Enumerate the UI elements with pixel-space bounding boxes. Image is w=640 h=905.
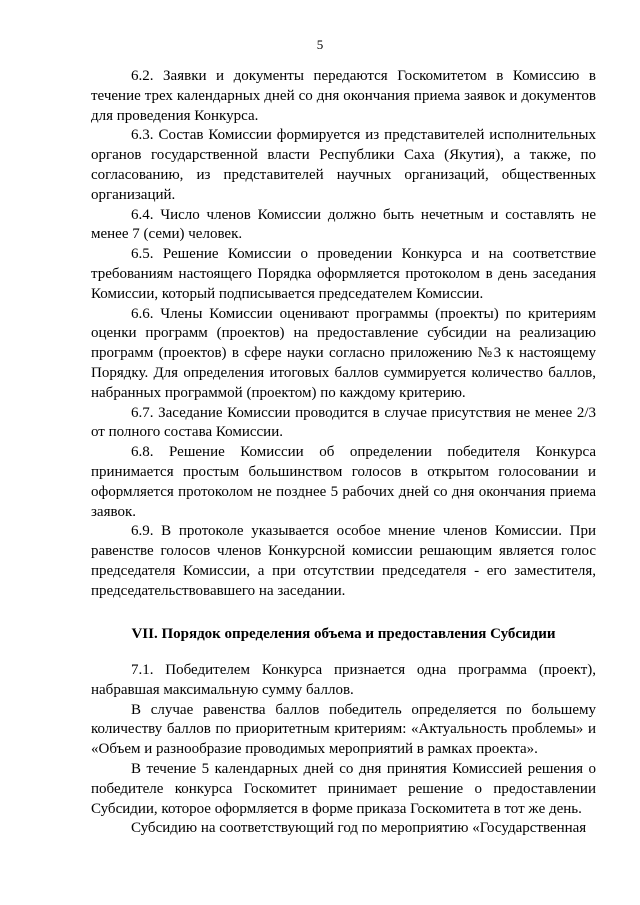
paragraph-6-4: 6.4. Число членов Комиссии должно быть нечетным и составлять не менее 7 (семи) человек. [91, 206, 596, 243]
section-7-body [91, 661, 596, 839]
paragraph-6-8: 6.8. Решение Комиссии об определении победителя Конкурса принимается простым большинством голосов в открытом голосовании и оформляется протоколом не позднее 5 рабочих дней со дня окончания приема заявок. [91, 444, 596, 520]
paragraph-6-5: 6.5. Решение Комиссии о проведении Конкурса и на соответствие требованиям настоящего Порядка оформляется протоколом в день заседания Комиссии, который подписывается председателем Комиссии. [91, 246, 596, 302]
paragraph-subsidy-start: Субсидию на соответствующий год по мероприятию «Государственная [131, 820, 587, 837]
section-6-body [91, 67, 596, 602]
paragraph-6-2: 6.2. Заявки и документы передаются Госкомитетом в Комиссию в течение трех календарных дней со дня окончания приема заявок и документов для проведения Конкурса. [91, 68, 596, 124]
paragraph-6-9: 6.9. В протоколе указывается особое мнение членов Комиссии. При равенстве голосов членов Конкурсной комиссии решающим является голос председателя Комиссии, а при отсутствии председателя - его заместителя, председательствовавшего на заседании. [91, 523, 596, 599]
paragraph-tie-rule: В случае равенства баллов победитель определяется по большему количеству баллов по приоритетным критериям: «Актуальность проблемы» и «Объем и разнообразие проводимых мероприятий в рамках проекта». [91, 701, 596, 758]
section-heading: VII. Порядок определения объема и предоставления Субсидии [131, 626, 556, 642]
paragraph-6-6: 6.6. Члены Комиссии оценивают программы (проекты) по критериям оценки программ (проектов) на предоставление субсидии на реализацию программ (проектов) в сфере науки согласно приложению №3 к настоящему Порядку. Для определения итоговых баллов суммируется количество баллов, набранных программой (проектом) по каждому критерию. [91, 305, 596, 401]
page-number: 5 [316, 37, 324, 52]
paragraph-6-7: 6.7. Заседание Комиссии проводится в случае присутствия не менее 2/3 от полного состава Комиссии. [91, 404, 596, 441]
paragraph-6-3: 6.3. Состав Комиссии формируется из представителей исполнительных органов государственной власти Республики Саха (Якутия), а также, по согласованию, из представителей научных организаций, общественных организаций. [91, 127, 596, 203]
paragraph-decision-timing: В течение 5 календарных дней со дня принятия Комиссией решения о победителе конкурса Госкомитет принимает решение о предоставлении Субсидии, которое оформляется в форме приказа Госкомитета в тот же день. [91, 760, 596, 817]
section-7-heading-block [91, 626, 596, 643]
paragraph-7-1: 7.1. Победителем Конкурса признается одна программа (проект), набравшая максимальную сумму баллов. [91, 662, 596, 698]
